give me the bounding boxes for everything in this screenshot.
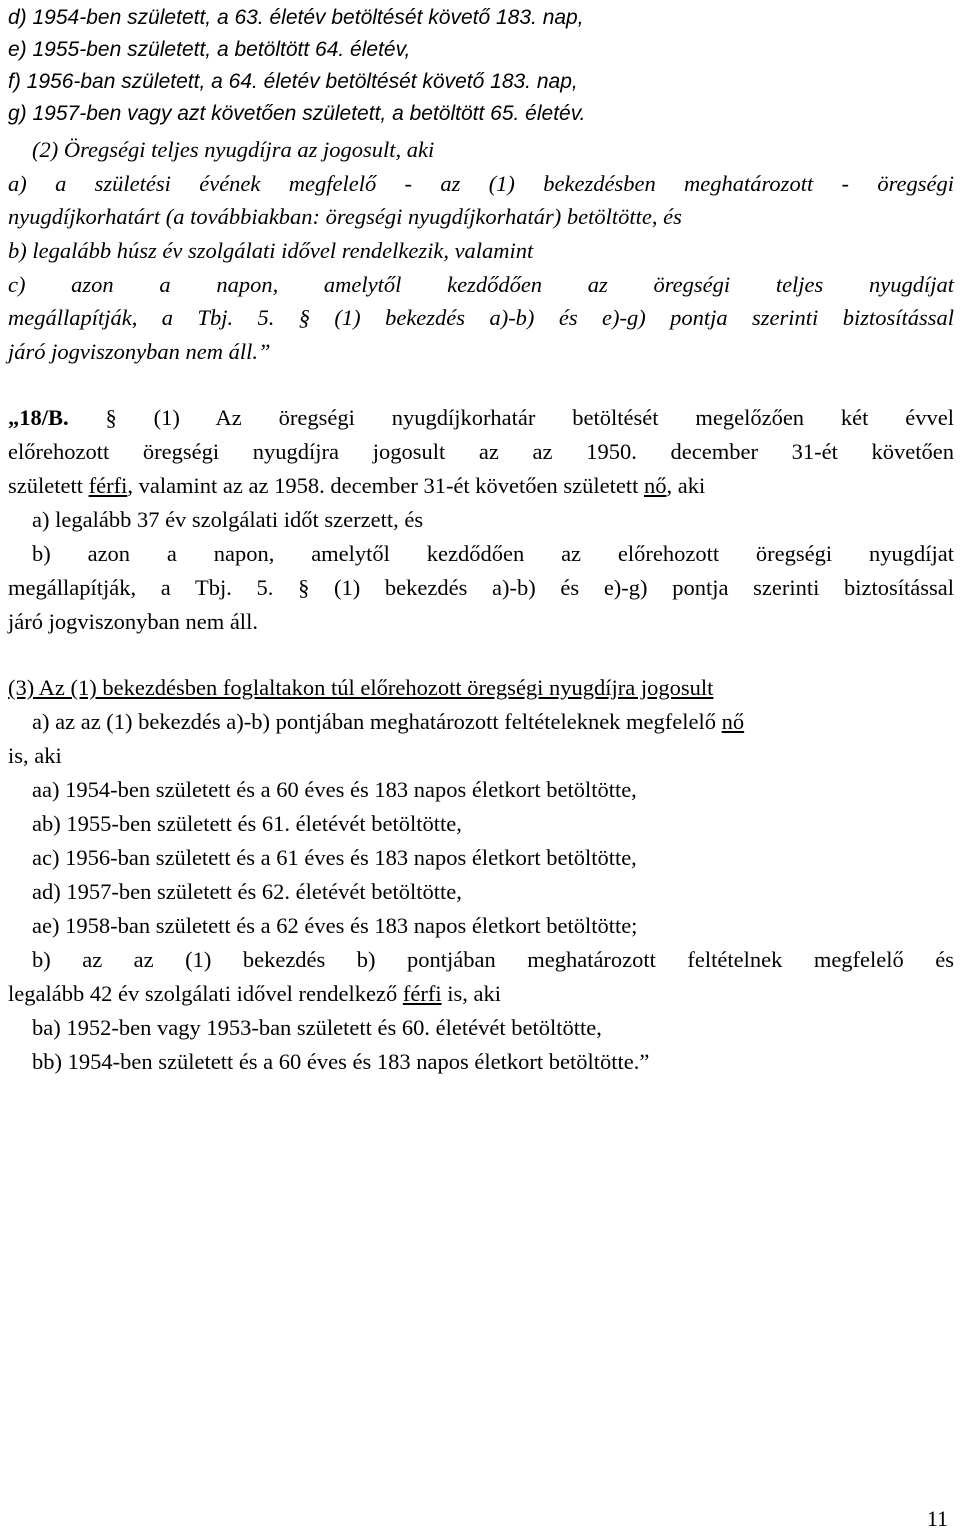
par2-c-line3: járó jogviszonyban nem áll.” — [8, 339, 271, 364]
par2-a-line1: a) a születési évének megfelelő - az (1) bekezdésben meghatározott - öregségi — [8, 171, 954, 196]
par2-c-line2: megállapítják, a Tbj. 5. § (1) bekezdés a)-b) és e)-g) pontja szerinti biztosítással — [8, 305, 954, 330]
text-run: , valamint az az 1958. december 31-ét követően született — [127, 473, 644, 498]
sec18b-b-line3: járó jogviszonyban nem áll. — [8, 609, 258, 634]
text-run: a) az az (1) bekezdés a)-b) pontjában meghatározott feltételeknek megfelelő — [32, 709, 722, 734]
par3-ac: ac) 1956-ban született és a 61 éves és 183 napos életkort betöltötte, — [32, 845, 637, 870]
sec18b-a-line: a) legalább 37 év szolgálati időt szerzett, és — [32, 507, 424, 532]
par3-a-line1 — [32, 708, 744, 736]
par3-ae: ae) 1958-ban született és a 62 éves és 183 napos életkort betöltötte; — [32, 913, 638, 938]
list-item-e: e) 1955-ben született, a betöltött 64. életév, — [8, 38, 411, 61]
list-item-f: f) 1956-ban született, a 64. életév betöltését követő 183. nap, — [8, 70, 578, 93]
sec18b-line3 — [8, 472, 705, 500]
par2-heading: (2) Öregségi teljes nyugdíjra az jogosult, aki — [32, 137, 435, 162]
par2-a-line2: nyugdíjkorhatárt (a továbbiakban: öregségi nyugdíjkorhatár) betöltötte, és — [8, 204, 682, 229]
sec18b-line2: előrehozott öregségi nyugdíjra jogosult az az 1950. december 31-ét követően — [8, 439, 954, 464]
sec18b-b-line2: megállapítják, a Tbj. 5. § (1) bekezdés a)-b) és e)-g) pontja szerinti biztosítással — [8, 575, 954, 600]
par3-ab: ab) 1955-ben született és 61. életévét betöltötte, — [32, 811, 462, 836]
section-number: „18/B. — [8, 405, 69, 430]
par3-ba: ba) 1952-ben vagy 1953-ban született és 60. életévét betöltötte, — [32, 1015, 602, 1040]
text-run: , aki — [666, 473, 706, 498]
par2-b-line: b) legalább húsz év szolgálati idővel rendelkezik, valamint — [8, 238, 534, 263]
par3-a-line2: is, aki — [8, 743, 62, 768]
list-item-d: d) 1954-ben született, a 63. életév betöltését követő 183. nap, — [8, 6, 584, 29]
text-run: is, aki — [441, 981, 501, 1006]
list-item-g: g) 1957-ben vagy azt követően született, a betöltött 65. életév. — [8, 102, 586, 125]
par3-bb: bb) 1954-ben született és a 60 éves és 183 napos életkort betöltötte.” — [32, 1049, 650, 1074]
sec18b-b-line1: b) azon a napon, amelytől kezdődően az előrehozott öregségi nyugdíjat — [32, 541, 954, 566]
text-run: született — [8, 473, 89, 498]
underlined-no: nő — [721, 709, 745, 734]
page-number: 11 — [926, 1506, 948, 1531]
sec18b-line1 — [8, 404, 954, 432]
underlined-ferfi: férfi — [402, 981, 442, 1006]
underlined-no: nő — [644, 473, 667, 498]
par3-b-line2 — [8, 980, 501, 1008]
par2-c-line1: c) azon a napon, amelytől kezdődően az öregségi teljes nyugdíjat — [8, 272, 954, 297]
sec18b-line1-text: § (1) Az öregségi nyugdíjkorhatár betöltését megelőzően két évvel — [105, 405, 955, 430]
par3-b-line1: b) az az (1) bekezdés b) pontjában meghatározott feltételnek megfelelő és — [32, 947, 954, 972]
par3-aa: aa) 1954-ben született és a 60 éves és 183 napos életkort betöltötte, — [32, 777, 637, 802]
par3-heading: (3) Az (1) bekezdésben foglaltakon túl előrehozott öregségi nyugdíjra jogosult — [8, 675, 714, 700]
text-run: legalább 42 év szolgálati idővel rendelkező — [8, 981, 403, 1006]
underlined-ferfi: férfi — [88, 473, 128, 498]
par3-ad: ad) 1957-ben született és 62. életévét betöltötte, — [32, 879, 462, 904]
